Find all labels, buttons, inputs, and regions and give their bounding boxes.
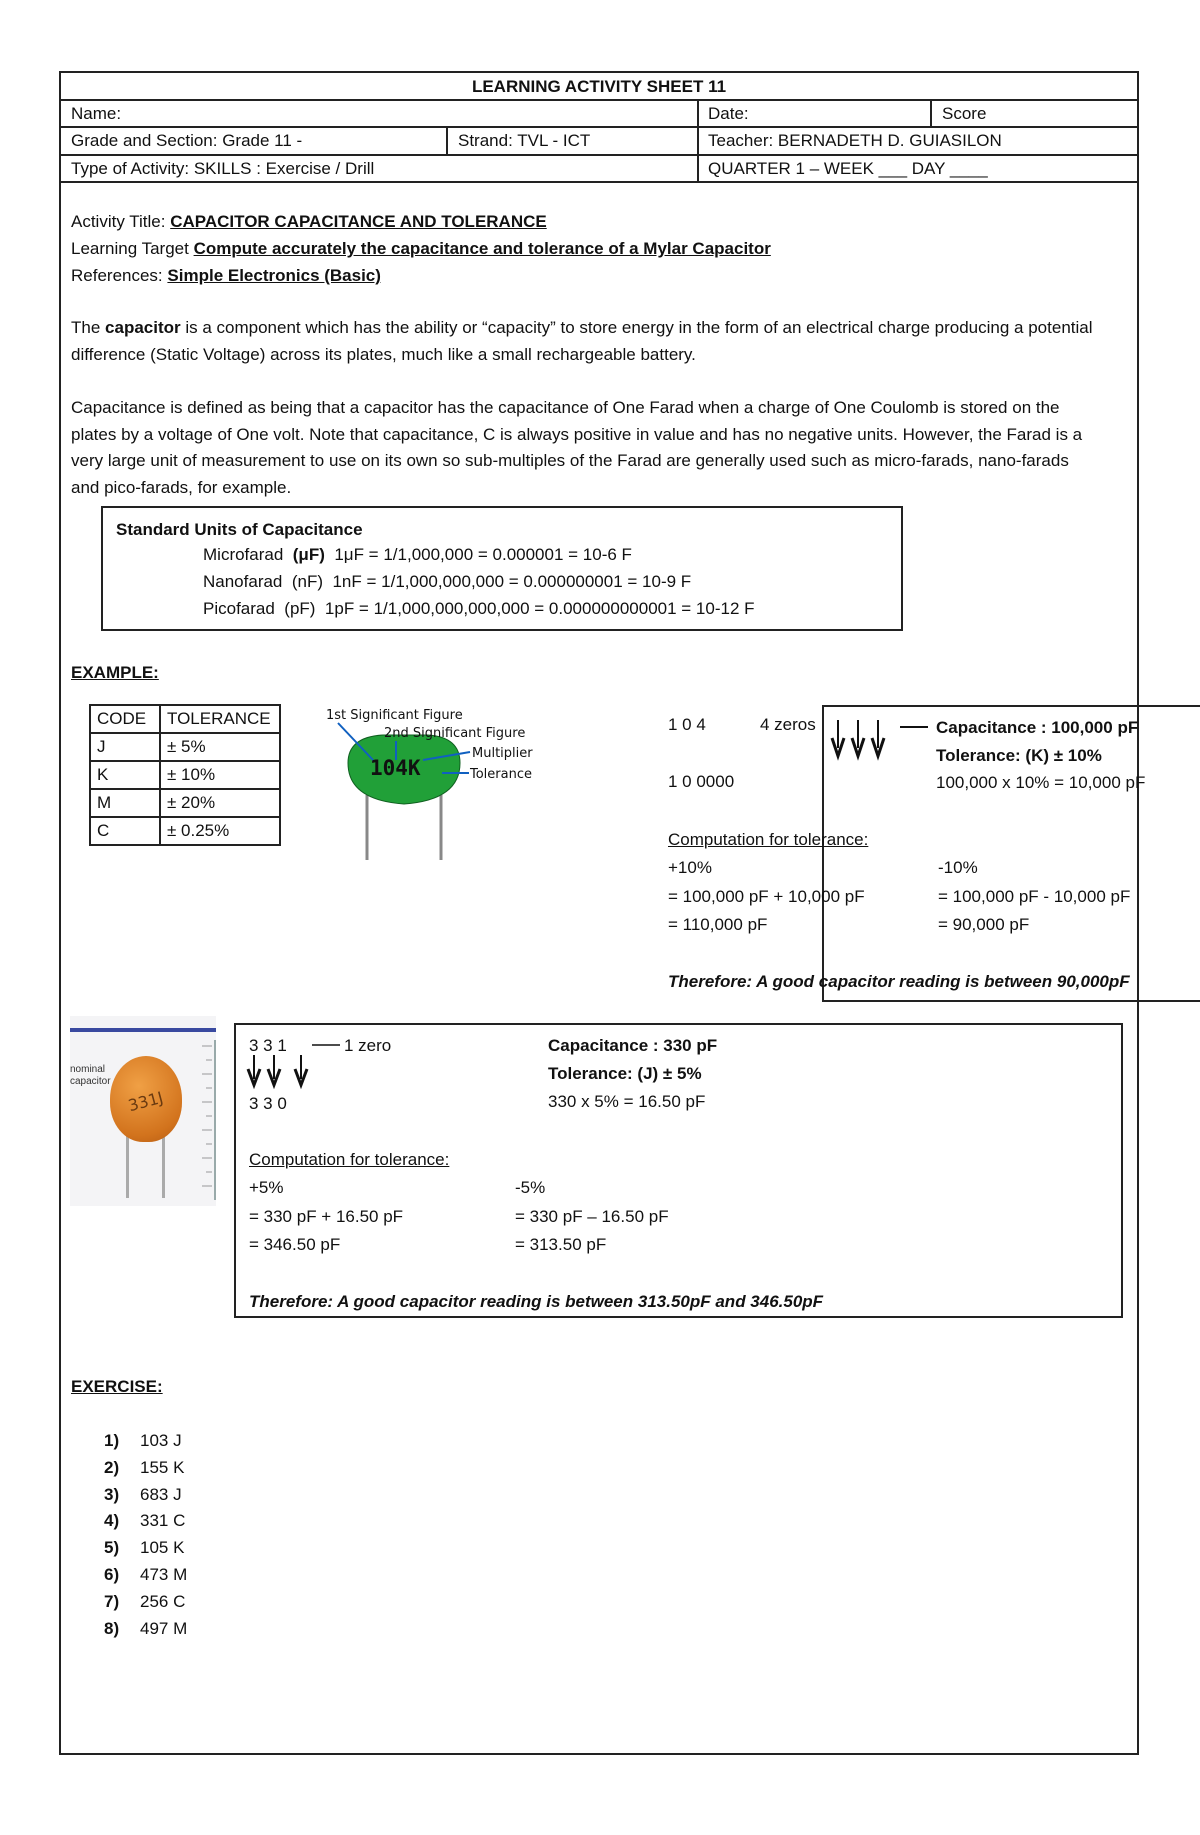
example2-minus-line2: = 313.50 pF	[515, 1235, 607, 1254]
header-divider	[446, 126, 448, 154]
name-label: Name:	[71, 104, 122, 123]
list-item	[104, 1455, 187, 1482]
table-header-cell: TOLERANCE	[160, 705, 280, 733]
unit-formula: 1pF = 1/1,000,000,000,000 = 0.000000000001 = 10-12 F	[324, 599, 755, 618]
item-number: 6)	[104, 1564, 120, 1584]
unit-abbr: (μF)	[292, 545, 325, 564]
unit-formula: 1μF = 1/1,000,000 = 0.000001 = 10-6 F	[334, 545, 632, 564]
item-value: 497 M	[140, 1618, 188, 1638]
photo-header-bar	[70, 1028, 216, 1032]
header-divider	[59, 154, 1139, 156]
teacher: Teacher: BERNADETH D. GUIASILON	[708, 131, 1002, 150]
table-cell: ± 0.25%	[160, 817, 280, 845]
intro-p1-prefix: The	[71, 318, 106, 337]
intro-paragraph-1	[71, 315, 1101, 368]
example-label: EXAMPLE:	[71, 663, 159, 682]
date-label: Date:	[708, 104, 749, 123]
item-number: 8)	[104, 1618, 120, 1638]
table-row	[90, 789, 280, 817]
table-cell: C	[90, 817, 160, 845]
unit-name: Picofarad	[203, 599, 275, 618]
example1-therefore: Therefore: A good capacitor reading is between 90,000pF	[668, 972, 1130, 991]
capacitor-marking: 104K	[370, 756, 421, 780]
down-arrows-icon	[245, 1055, 315, 1095]
header-divider	[697, 99, 699, 181]
table-header-cell: CODE	[90, 705, 160, 733]
capacitor-code-diagram	[318, 705, 548, 865]
table-cell: ± 20%	[160, 789, 280, 817]
example2-therefore: Therefore: A good capacitor reading is between 313.50pF and 346.50pF	[249, 1292, 824, 1311]
item-value: 331 C	[140, 1511, 186, 1531]
grade-section: Grade and Section: Grade 11 -	[71, 131, 303, 150]
unit-abbr: (pF)	[284, 599, 316, 618]
list-item	[104, 1562, 187, 1589]
intro-p1-bold: capacitor	[105, 318, 181, 337]
item-value: 105 K	[140, 1538, 185, 1558]
item-number: 3)	[104, 1484, 120, 1504]
references-value: Simple Electronics (Basic)	[167, 266, 381, 285]
example2-digits-top: 3 3 1	[249, 1036, 287, 1055]
dash-line-icon	[312, 1037, 342, 1051]
activity-type: Type of Activity: SKILLS : Exercise / Drill	[71, 159, 375, 178]
header-divider	[59, 126, 1139, 128]
table-cell: ± 10%	[160, 761, 280, 789]
activity-title-label: Activity Title:	[71, 212, 166, 231]
ruler-icon	[198, 1042, 216, 1202]
units-title: Standard Units of Capacitance	[116, 520, 363, 539]
example1-tolerance: Tolerance: (K) ± 10%	[936, 746, 1102, 765]
example2-capacitance: Capacitance : 330 pF	[548, 1036, 718, 1055]
example1-plus-label: +10%	[668, 858, 712, 877]
table-cell: ± 5%	[160, 733, 280, 761]
label-multiplier: Multiplier	[472, 746, 533, 761]
intro-p1-rest: is a component which has the ability or “capacity” to store energy in the form of an electrical charge producing a potential difference (Static Voltage) across its plates, much like a small rechargeable battery.	[71, 318, 1093, 364]
capacitor-photo	[70, 1016, 216, 1206]
item-number: 4)	[104, 1511, 120, 1531]
item-number: 2)	[104, 1457, 120, 1477]
strand: Strand: TVL - ICT	[458, 131, 591, 150]
example2-tolerance-calc: 330 x 5% = 16.50 pF	[548, 1092, 706, 1111]
example1-capacitance: Capacitance : 100,000 pF	[936, 718, 1139, 737]
example1-plus-line2: = 110,000 pF	[668, 915, 768, 934]
item-number: 5)	[104, 1538, 120, 1558]
unit-abbr: (nF)	[291, 572, 324, 591]
label-second-figure: 2nd Significant Figure	[384, 726, 526, 741]
tolerance-code-table	[89, 704, 281, 846]
table-header-row	[90, 705, 280, 733]
list-item	[104, 1535, 187, 1562]
header-divider	[59, 181, 1139, 183]
unit-row	[203, 545, 632, 565]
example1-minus-label: -10%	[938, 858, 978, 877]
list-item	[104, 1616, 187, 1643]
table-cell: J	[90, 733, 160, 761]
table-cell: K	[90, 761, 160, 789]
example2-plus-label: +5%	[249, 1178, 284, 1197]
table-row	[90, 733, 280, 761]
photo-side-text	[70, 1064, 111, 1088]
example1-digits-bottom: 1 0 0000	[668, 772, 735, 791]
header-divider	[930, 99, 932, 126]
example2-tolerance: Tolerance: (J) ± 5%	[548, 1064, 702, 1083]
learning-target-label: Learning Target	[71, 239, 189, 258]
score-label: Score	[942, 104, 987, 123]
item-value: 155 K	[140, 1457, 185, 1477]
exercise-label: EXERCISE:	[71, 1377, 163, 1396]
learning-target-line	[71, 239, 771, 259]
item-value: 683 J	[140, 1484, 182, 1504]
example2-digits-bottom: 3 3 0	[249, 1094, 287, 1113]
activity-title-value: CAPACITOR CAPACITANCE AND TOLERANCE	[170, 212, 547, 231]
example1-computation-label: Computation for tolerance:	[668, 830, 869, 849]
example1-tolerance-calc: 100,000 x 10% = 10,000 pF	[936, 773, 1146, 792]
list-item	[104, 1482, 187, 1509]
item-number: 1)	[104, 1431, 120, 1450]
quarter-week-day: QUARTER 1 – WEEK ___ DAY ____	[708, 159, 988, 178]
references-line	[71, 266, 381, 286]
example1-plus-line1: = 100,000 pF + 10,000 pF	[668, 887, 865, 906]
example2-plus-line1: = 330 pF + 16.50 pF	[249, 1207, 404, 1226]
example1-minus-line2: = 90,000 pF	[938, 915, 1030, 934]
table-cell: M	[90, 789, 160, 817]
unit-formula: 1nF = 1/1,000,000,000 = 0.000000001 = 10-9 F	[332, 572, 692, 591]
down-arrows-icon	[830, 720, 930, 780]
list-item	[104, 1508, 187, 1535]
photo-marking: 331J	[126, 1087, 166, 1116]
example2-minus-line1: = 330 pF – 16.50 pF	[515, 1207, 669, 1226]
label-first-figure: 1st Significant Figure	[326, 708, 463, 723]
example2-plus-line2: = 346.50 pF	[249, 1235, 341, 1254]
sheet-title: LEARNING ACTIVITY SHEET 11	[471, 77, 727, 96]
item-value: 256 C	[140, 1591, 186, 1611]
item-value: 103 J	[140, 1431, 182, 1450]
example2-minus-label: -5%	[515, 1178, 546, 1197]
table-row	[90, 761, 280, 789]
photo-side-text-1: nominal	[70, 1064, 106, 1075]
unit-row	[203, 572, 691, 592]
label-tolerance: Tolerance	[470, 767, 532, 782]
unit-row	[203, 599, 755, 619]
example1-zeros-note: 4 zeros	[760, 715, 816, 734]
photo-side-text-2: capacitor	[70, 1076, 111, 1087]
example2-zeros-note: 1 zero	[344, 1036, 392, 1055]
list-item	[104, 1428, 187, 1455]
example2-computation-label: Computation for tolerance:	[249, 1150, 450, 1169]
exercise-list	[104, 1428, 187, 1642]
header-divider	[59, 99, 1139, 101]
activity-title-line	[71, 212, 547, 232]
unit-name: Microfarad	[203, 545, 284, 564]
example1-minus-line1: = 100,000 pF - 10,000 pF	[938, 887, 1131, 906]
unit-name: Nanofarad	[203, 572, 283, 591]
example1-digits-top: 1 0 4	[668, 715, 706, 734]
table-row	[90, 817, 280, 845]
learning-target-value: Compute accurately the capacitance and tolerance of a Mylar Capacitor	[193, 239, 771, 258]
item-value: 473 M	[140, 1564, 188, 1584]
list-item	[104, 1589, 187, 1616]
references-label: References:	[71, 266, 163, 285]
item-number: 7)	[104, 1591, 120, 1611]
intro-paragraph-2: Capacitance is defined as being that a capacitor has the capacitance of One Farad when a charge of One Coulomb is stored on the plates by a voltage of One volt. Note that capacitance, C is always positive in value and has no negative units. However, the Farad is a very large unit of measurement to use on its own so sub-multiples of the Farad are generally used such as micro-farads, nano-farads and pico-farads, for example.	[71, 398, 1083, 497]
